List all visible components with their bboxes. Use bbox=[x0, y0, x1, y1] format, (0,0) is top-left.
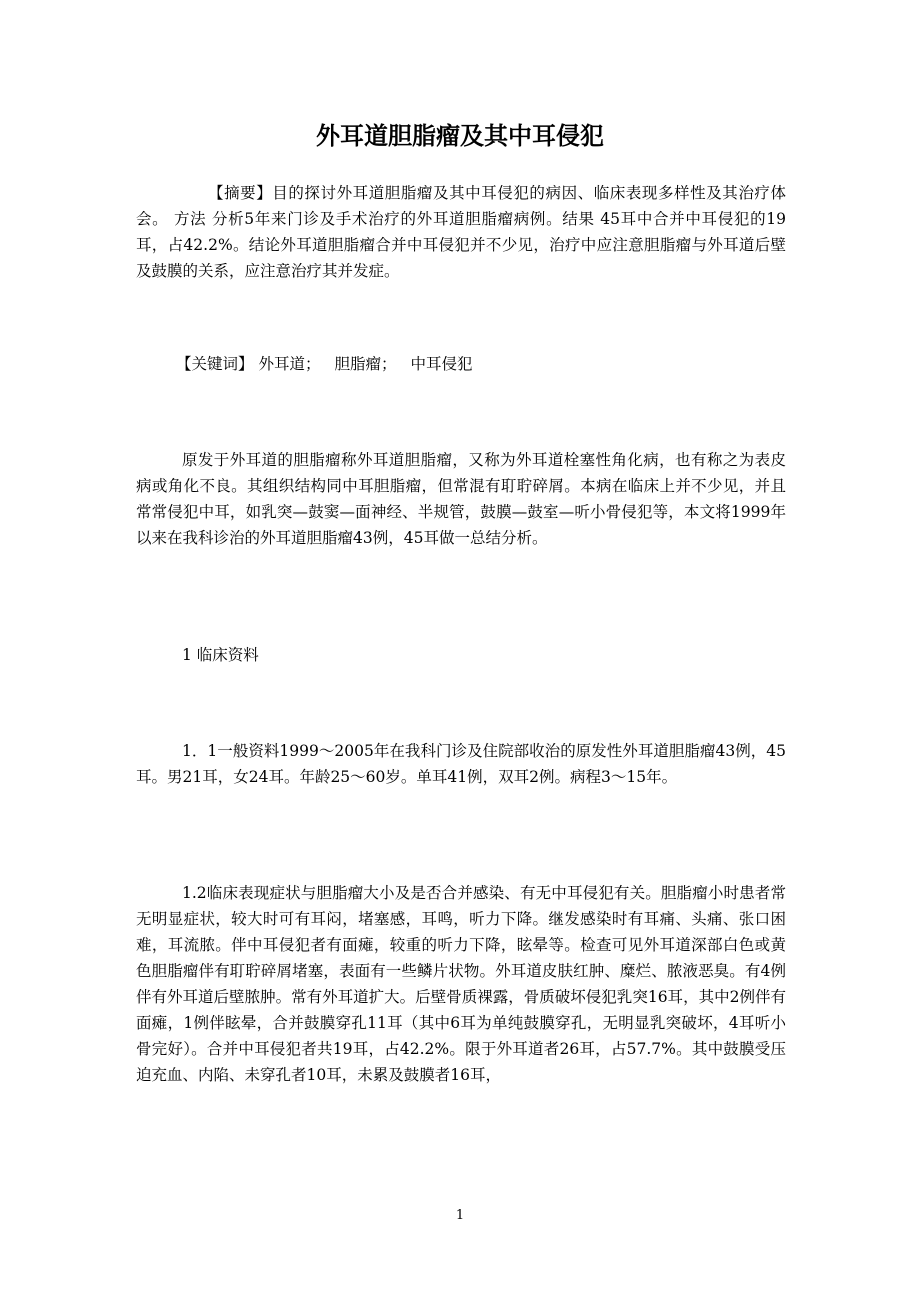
section-heading: 1 临床资料 bbox=[182, 646, 259, 664]
document-title: 外耳道胆脂瘤及其中耳侵犯 bbox=[316, 122, 604, 150]
keywords-line bbox=[136, 351, 786, 377]
page-number: 1 bbox=[455, 1208, 465, 1223]
general-info-paragraph: 1．1一般资料1999～2005年在我科门诊及住院部收治的原发性外耳道胆脂瘤43例，45耳。男21耳，女24耳。年龄25～60岁。单耳41例，双耳2例。病程3～15年。 bbox=[136, 742, 786, 786]
keywords-label: 【关键词】 bbox=[176, 355, 254, 373]
keyword-item: 外耳道； bbox=[258, 355, 321, 373]
abstract-paragraph: 【摘要】目的探讨外耳道胆脂瘤及其中耳侵犯的病因、临床表现多样性及其治疗体会。 方法 分析5年来门诊及手术治疗的外耳道胆脂瘤病例。结果 45耳中合并中耳侵犯的19耳，占42.2%。结论外耳道胆脂瘤合并中耳侵犯并不少见，治疗中应注意胆脂瘤与外耳道后壁及鼓膜的关系，应注意治疗其并发症。 bbox=[136, 184, 786, 280]
keyword-item: 中耳侵犯 bbox=[410, 355, 473, 373]
intro-paragraph: 原发于外耳道的胆脂瘤称外耳道胆脂瘤，又称为外耳道栓塞性角化病，也有称之为表皮病或角化不良。其组织结构同中耳胆脂瘤，但常混有耵聍碎屑。本病在临床上并不少见，并且常常侵犯中耳，如乳突—鼓窦—面神经、半规管，鼓膜—鼓室—听小骨侵犯等，本文将1999年以来在我科诊治的外耳道胆脂瘤43例，45耳做一总结分析。 bbox=[136, 451, 786, 547]
keyword-item: 胆脂瘤； bbox=[334, 355, 397, 373]
clinical-presentation-paragraph: 1.2临床表现症状与胆脂瘤大小及是否合并感染、有无中耳侵犯有关。胆脂瘤小时患者常无明显症状，较大时可有耳闷，堵塞感，耳鸣，听力下降。继发感染时有耳痛、头痛、张口困难，耳流脓。伴中耳侵犯者有面瘫，较重的听力下降，眩晕等。检查可见外耳道深部白色或黄色胆脂瘤伴有耵聍碎屑堵塞，表面有一些鳞片状物。外耳道皮肤红肿、糜烂、脓液恶臭。有4例伴有外耳道后壁脓肿。常有外耳道扩大。后壁骨质裸露，骨质破坏侵犯乳突16耳，其中2例伴有面瘫，1例伴眩晕，合并鼓膜穿孔11耳（其中6耳为单纯鼓膜穿孔，无明显乳突破坏，4耳听小骨完好）。合并中耳侵犯者共19耳，占42.2%。限于外耳道者26耳，占57.7%。其中鼓膜受压迫充血、内陷、未穿孔者10耳，未累及鼓膜者16耳， bbox=[136, 884, 786, 1084]
